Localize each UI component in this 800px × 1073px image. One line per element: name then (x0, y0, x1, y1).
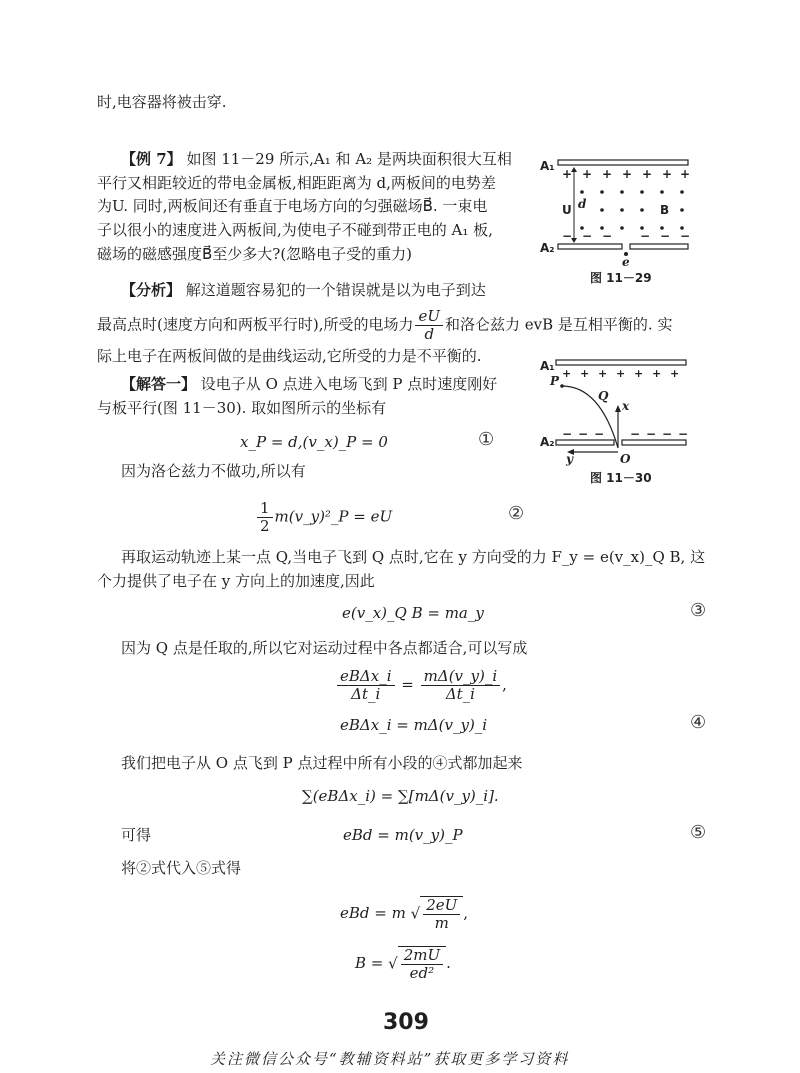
fig1-bottom-plate-right (630, 244, 688, 249)
fig1-top-plate (558, 160, 688, 165)
eq7-sqrt: √ $\frac{2eU}{m}$ (411, 896, 464, 932)
svg-text:+: + (662, 167, 673, 181)
eq8-den: ed² (409, 964, 435, 982)
fig2-caption: 图 11－30 (590, 471, 652, 485)
equation-2 (255, 500, 392, 535)
eq2-rest: m(v_y)²_P = eU (274, 507, 393, 526)
fraction-denominator: d (424, 325, 435, 343)
equation-6: eBd = m(v_y)_P (343, 826, 463, 844)
fig2-label-o: O (620, 452, 631, 466)
equation-7: eBd = m √ $\frac{2eU}{m}$ , (340, 896, 469, 932)
fig1-plus-row (562, 167, 690, 181)
analysis-text-2a: 最高点时(速度方向和两板平行时),所受的电场力 (97, 315, 414, 334)
fig1-caption: 图 11－29 (590, 271, 652, 285)
eq7-den: m (434, 914, 449, 932)
example-line-4: 子以很小的速度进入两板间,为使电子不碰到带正电的 A₁ 板, (97, 221, 493, 239)
solution-tag: 【解答一】 (121, 375, 197, 393)
example-line-3: 为U. 同时,两板间还有垂直于电场方向的匀强磁场B⃗. 一束电 (97, 197, 488, 215)
solution-line-3: 因为洛仑兹力不做功,所以有 (121, 462, 306, 480)
fig2-label-p: P (550, 374, 560, 388)
fig2-top-plate (556, 360, 686, 365)
marker-1: ① (478, 429, 495, 450)
svg-text:+: + (598, 367, 608, 380)
eq8-num: 2mU (401, 947, 443, 965)
svg-text:−: − (582, 229, 593, 243)
svg-text:−: − (602, 229, 613, 243)
equation-3: e(v_x)_Q B = ma_y (342, 604, 484, 622)
eq4a-right-den: Δt_i (445, 685, 475, 703)
analysis-text-2b: 和洛仑兹力 evB 是互相平衡的. 实 (445, 315, 673, 334)
eq4a-left-den: Δt_i (351, 685, 381, 703)
svg-text:−: − (630, 427, 641, 441)
fig1-minus-row (562, 229, 690, 243)
marker-3: ③ (690, 600, 707, 621)
top-line: 时,电容器将被击穿. (97, 93, 227, 111)
svg-text:−: − (594, 427, 605, 441)
analysis-tag: 【分析】 (121, 281, 182, 299)
eq4a-right-fraction (421, 668, 501, 703)
marker-5: ⑤ (690, 822, 707, 843)
equation-5: ∑(eBΔx_i) = ∑[mΔ(v_y)_i]. (302, 787, 499, 805)
eq4a-left-fraction (337, 668, 395, 703)
fig1-label-u: U (562, 203, 572, 217)
example-text-1: 如图 11－29 所示,A₁ 和 A₂ 是两块面积很大互相 (186, 150, 512, 168)
eq4a-left-num: eBΔx_i (337, 668, 395, 686)
solution-line-5: 个力提供了电子在 y 方向上的加速度,因此 (97, 572, 375, 590)
svg-text:+: + (634, 367, 644, 380)
footer-note: 关注微信公众号“教辅资料站”获取更多学习资料 (210, 1050, 570, 1068)
analysis-line-2 (97, 308, 672, 343)
marker-2: ② (508, 503, 525, 524)
fig2-minus-row (562, 427, 688, 441)
analysis-line-1 (121, 280, 486, 300)
fig2-label-x: x (622, 399, 630, 413)
fig1-label-e: e (622, 255, 630, 269)
fig1-plate-top-label: A₁ (540, 159, 555, 173)
svg-text:−: − (578, 427, 589, 441)
eq2-num: 1 (257, 500, 273, 518)
svg-text:−: − (680, 229, 691, 243)
fig1-plate-bottom-label: A₂ (540, 241, 555, 255)
analysis-text-1: 解这道题容易犯的一个错误就是以为电子到达 (185, 281, 486, 299)
solution-text-1: 设电子从 O 点进入电场飞到 P 点时速度刚好 (200, 375, 498, 393)
svg-text:−: − (646, 427, 657, 441)
figure-11-29 (540, 148, 700, 288)
fig1-bottom-plate-left (558, 244, 622, 249)
solution-line-1 (121, 374, 497, 394)
solution-line-2: 与板平行(图 11－30). 取如图所示的坐标有 (97, 399, 387, 417)
svg-text:−: − (640, 229, 651, 243)
svg-text:+: + (562, 367, 572, 380)
figure-11-30 (540, 352, 700, 492)
solution-line-9: 将②式代入⑤式得 (121, 859, 242, 877)
equation-8: B = √ $\frac{2mU}{\text{ed²}}$ . (355, 946, 451, 982)
svg-text:+: + (616, 367, 626, 380)
eq8-sqrt: √ $\frac{2mU}{\text{ed²}}$ (388, 946, 446, 982)
fig1-label-d: d (578, 197, 587, 211)
solution-line-6: 因为 Q 点是任取的,所以它对运动过程中各点都适合,可以写成 (121, 639, 528, 657)
fig2-plate-bottom-label: A₂ (540, 435, 555, 449)
eq2-den: 2 (260, 517, 270, 535)
fraction-numerator: eU (415, 308, 443, 326)
fig2-label-y: y (566, 452, 573, 466)
analysis-line-3: 际上电子在两板间做的是曲线运动,它所受的力是不平衡的. (97, 347, 482, 365)
svg-text:+: + (652, 367, 662, 380)
svg-text:+: + (680, 167, 691, 181)
svg-text:+: + (622, 167, 633, 181)
eq4a-right-num: mΔ(v_y)_i (421, 668, 501, 686)
equation-4a: $\frac{\text{eBΔx\_i}}{\Delta t\_i}$ = $\frac{m\Delta(v\_y)\_i}{\Delta t\_i}$ , (335, 668, 507, 703)
svg-text:+: + (670, 367, 680, 380)
solution-line-4: 再取运动轨迹上某一点 Q,当电子飞到 Q 点时,它在 y 方向受的力 F_y = e(v_x)_Q B, 这 (121, 548, 706, 566)
example-line-2: 平行又相距较近的带电金属板,相距距离为 d,两板间的电势差 (97, 174, 496, 192)
marker-4: ④ (690, 712, 707, 733)
solution-line-7: 我们把电子从 O 点飞到 P 点过程中所有小段的④式都加起来 (121, 754, 523, 772)
example-line-5: 磁场的磁感强度B⃗至少多大?(忽略电子受的重力) (97, 245, 413, 263)
fig2-plate-top-label: A₁ (540, 359, 555, 373)
svg-text:+: + (582, 167, 593, 181)
eq8-left: B = (355, 954, 384, 972)
electric-force-fraction (415, 308, 443, 343)
fig1-label-b: B (660, 203, 670, 217)
svg-text:+: + (642, 167, 653, 181)
svg-text:−: − (562, 229, 573, 243)
svg-text:+: + (602, 167, 613, 181)
svg-text:−: − (660, 229, 671, 243)
fig2-label-q: Q (598, 389, 609, 403)
equation-4b: eBΔx_i = mΔ(v_y)_i (340, 716, 488, 734)
eq2-fraction (257, 500, 273, 535)
svg-text:−: − (662, 427, 673, 441)
fig2-plus-row (562, 367, 679, 380)
svg-text:−: − (562, 427, 573, 441)
solution-line-8: 可得 (121, 826, 152, 844)
eq7-left: eBd = m (340, 904, 406, 922)
page-number: 309 (383, 1010, 429, 1035)
svg-text:+: + (562, 167, 573, 181)
example-line-1 (121, 149, 512, 169)
example-tag: 【例 7】 (121, 150, 182, 168)
eq7-num: 2eU (423, 897, 460, 915)
equation-1: x_P = d,(v_x)_P = 0 (240, 433, 388, 451)
svg-text:−: − (678, 427, 689, 441)
svg-text:+: + (580, 367, 590, 380)
